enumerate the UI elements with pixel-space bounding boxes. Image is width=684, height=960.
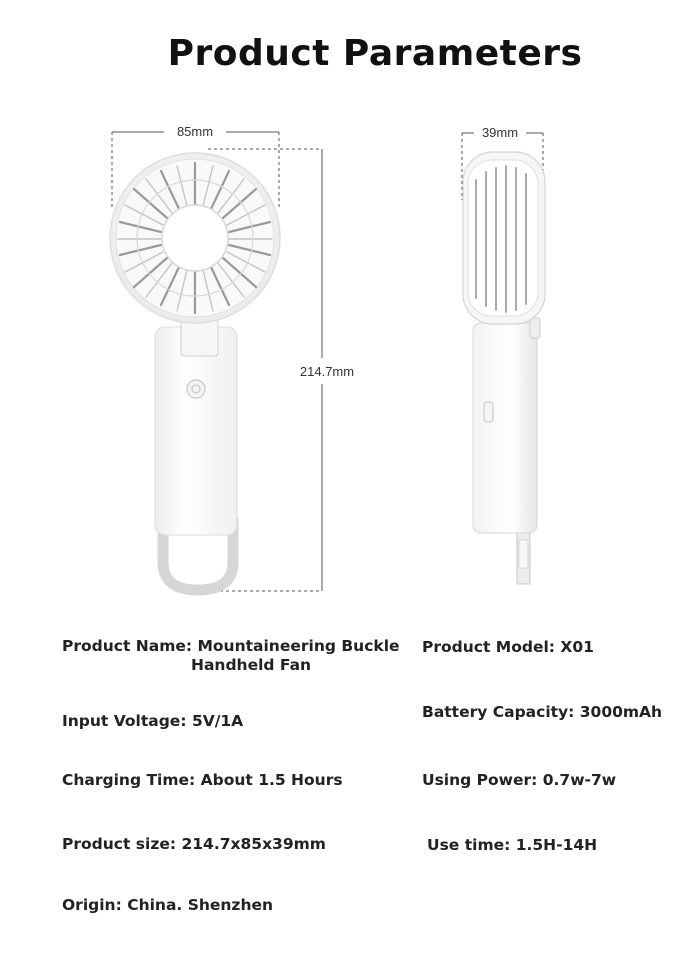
spec-label: Product Model:	[422, 638, 555, 656]
spec-use-time	[427, 836, 597, 855]
side-body	[473, 323, 537, 533]
fan-hub	[162, 205, 228, 271]
fan-front-view	[110, 153, 280, 590]
spec-product-name	[62, 637, 400, 675]
side-button-icon	[484, 402, 493, 422]
spec-value: 0.7w-7w	[542, 771, 617, 789]
spec-label: Charging Time:	[62, 771, 196, 789]
spec-value: Mountaineering Buckle	[197, 637, 400, 655]
spec-origin	[62, 896, 273, 915]
spec-label: Battery Capacity:	[422, 703, 575, 721]
spec-label: Using Power:	[422, 771, 538, 789]
spec-label: Use time:	[427, 836, 511, 854]
spec-value: 1.5H-14H	[515, 836, 598, 854]
fan-side-view	[463, 152, 545, 584]
width-label: 85mm	[176, 124, 214, 139]
spec-value: About 1.5 Hours	[200, 771, 343, 789]
spec-using-power	[422, 771, 616, 790]
hinge-tab	[181, 318, 218, 356]
spec-product-model	[422, 638, 594, 657]
spec-battery-capacity	[422, 703, 662, 722]
spec-product-size	[62, 835, 326, 854]
spec-value: X01	[560, 638, 594, 656]
spec-label: Input Voltage:	[62, 712, 187, 730]
spec-value: China. Shenzhen	[127, 896, 274, 914]
spec-label: Product size:	[62, 835, 177, 853]
spec-label: Product Name:	[62, 637, 193, 655]
product-illustration	[0, 110, 684, 610]
spec-value-continued: Handheld Fan	[191, 656, 312, 674]
spec-input-voltage	[62, 712, 243, 731]
spec-value: 214.7x85x39mm	[181, 835, 326, 853]
spec-label: Origin:	[62, 896, 122, 914]
power-button-icon	[187, 380, 205, 398]
spec-value: 5V/1A	[191, 712, 244, 730]
spec-value: 3000mAh	[579, 703, 663, 721]
page-title: Product Parameters	[167, 33, 583, 74]
spec-charging-time	[62, 771, 343, 790]
fan-handle	[155, 327, 237, 535]
height-label: 214.7mm	[299, 364, 355, 379]
depth-label: 39mm	[481, 125, 519, 140]
